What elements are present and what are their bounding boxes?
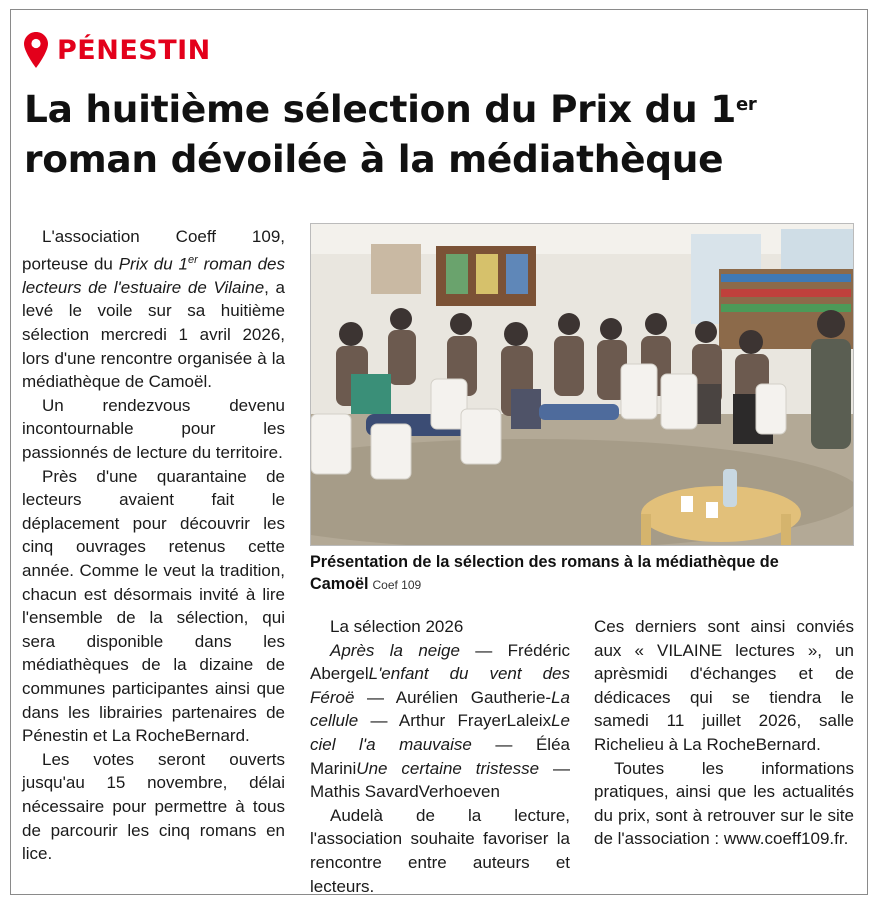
paragraph-votes: Les votes seront ouverts jusqu'au 15 novembre, délai nécessaire pour permettre à tous de parcourir les cinq romans en lice. <box>22 749 285 864</box>
photo-credit: Coef 109 <box>372 578 422 592</box>
headline-superscript: er <box>736 94 757 115</box>
paragraph-intro: L'association Coeff 109, porteuse du Prix du 1er roman des lecteurs de l'estuaire de Vilaine, a levé le voile sur sa huitième sélection mercredi 1 avril 2026, lors d'une rencontre organisée à la médiathèque de Camoël. <box>22 227 285 392</box>
paragraph-informations: Toutes les informations pratiques, ainsi que les actualités du prix, sont à retrouver sur le site de l'association : www.coeff109.fr. <box>594 758 854 849</box>
event-photo <box>310 223 854 546</box>
location-pin-icon <box>24 32 48 68</box>
column-3 <box>594 615 854 851</box>
location-kicker <box>24 30 211 70</box>
selection-heading: La sélection 2026 <box>330 617 464 636</box>
column-1 <box>22 225 285 866</box>
book-list: Après la neige — Frédéric AbergelL'enfant du vent des Féroë — Aurélien Gautherie-La cellule — Arthur FrayerLaleixLe ciel l'a mauvaise — Éléa MariniUne certaine tristesse — Mathis SavardVerhoeven <box>310 640 571 802</box>
location-label: PÉNESTIN <box>57 34 211 66</box>
paragraph-rendezvous: Un rendezvous devenu incontournable pour les passionnés de lecture du territoire. <box>22 395 285 462</box>
paragraph-vilaine-lectures: Ces derniers sont ainsi conviés aux « VILAINE lectures », un aprèsmidi d'échanges et de dédicaces qui se tiendra le samedi 11 juillet 2026, salle Richelieu à La RocheBernard. <box>594 617 854 754</box>
paragraph-rencontre: Audelà de la lecture, l'association souhaite favoriser la rencontre entre auteurs et lecteurs. <box>310 805 570 896</box>
headline: La huitième sélection du Prix du 1er roman dévoilée à la médiathèque <box>24 87 757 181</box>
paragraph-lecteurs: Près d'une quarantaine de lecteurs avaient fait le déplacement pour découvrir les cinq ouvrages retenus cette année. Comme le veut la tradition, chacun est désormais invité à lire l'ensemble de la sélection, qui sera disponible dans les médiathèques de la dizaine de communes participantes ainsi que dans les librairies partenaires de Pénestin et La RocheBernard. <box>22 466 285 746</box>
photo-caption: Présentation de la sélection des romans à la médiathèque de Camoël Coef 109 <box>310 553 779 593</box>
column-2 <box>310 615 570 898</box>
